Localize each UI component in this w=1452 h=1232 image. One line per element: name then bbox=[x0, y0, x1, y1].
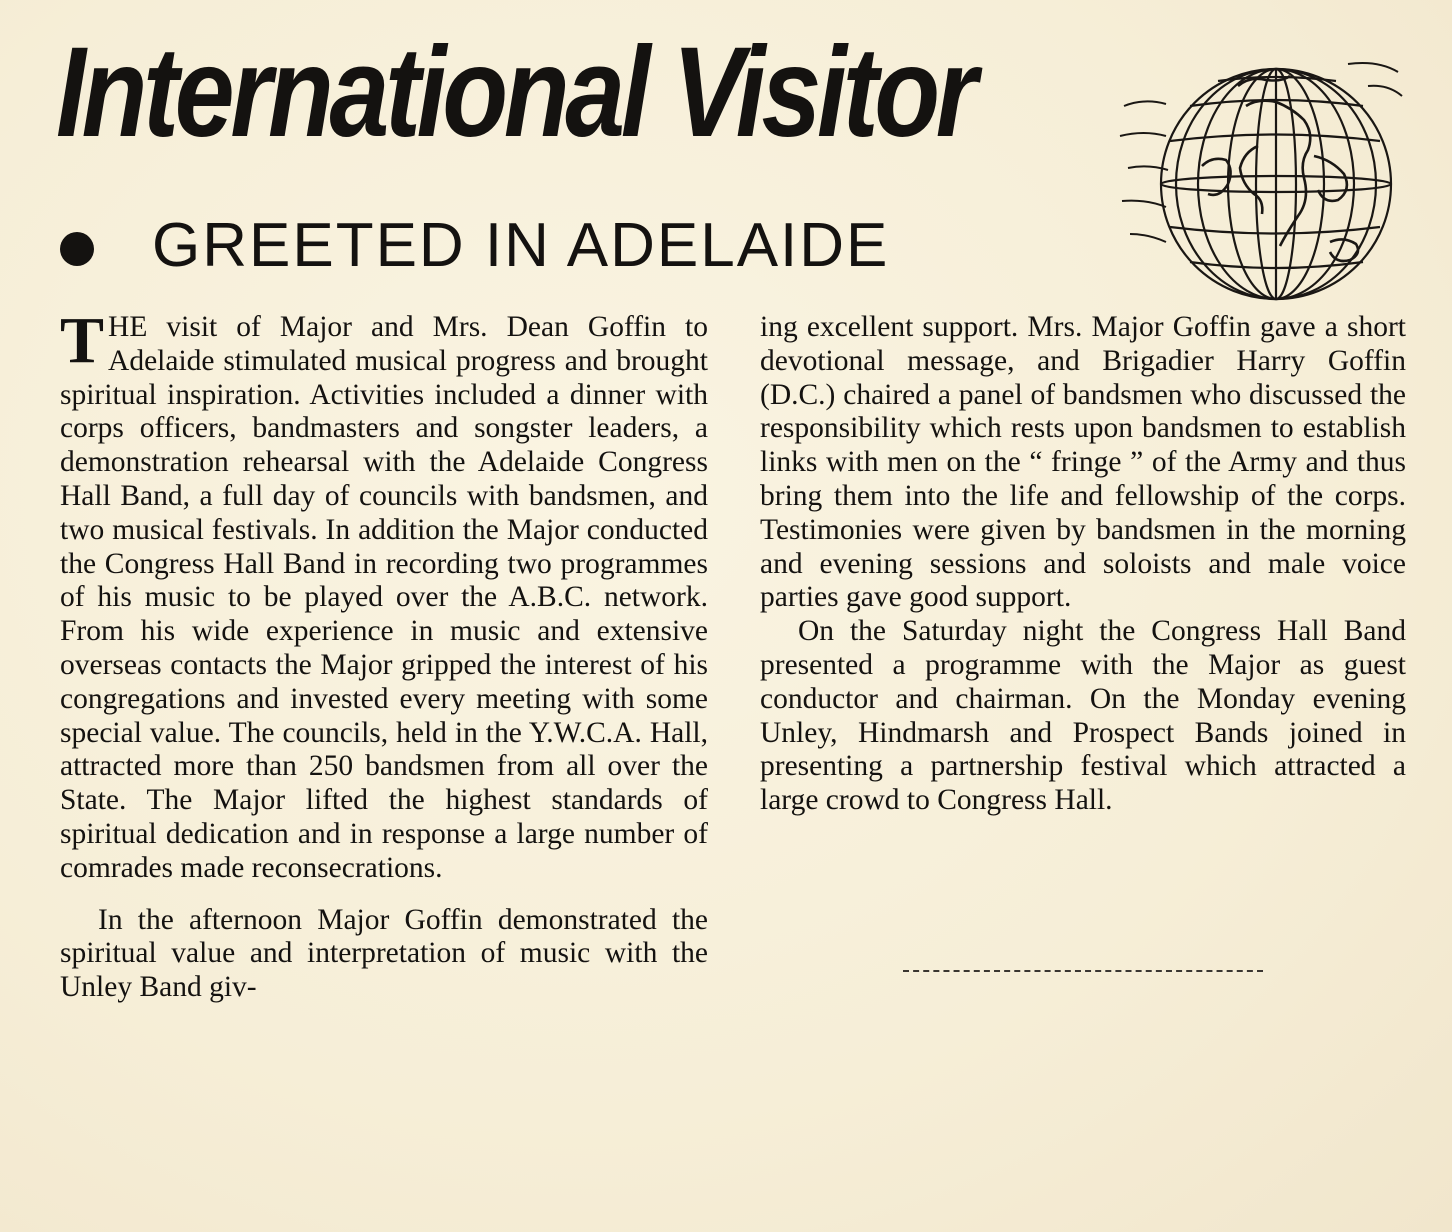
subheadline: GREETED IN ADELAIDE bbox=[152, 211, 890, 280]
bullet-icon bbox=[60, 232, 94, 266]
article-paragraph: ing excellent support. Mrs. Major Goffin gave a short devotional message, and Brigadier Harry Goffin (D.C.) chaired a panel of bandsmen who discussed the responsibility which rests upon bandsmen to establish links with men on the “ fringe ” of the Army and thus bring them into the life and fellowship of the corps. Testimonies were given by bandsmen in the morning and evening sessions and soloists and male voice parties gave good support. bbox=[760, 311, 1406, 614]
article-paragraph bbox=[60, 304, 708, 886]
article-paragraph: In the afternoon Major Goffin demonstrated the spiritual value and interpretation of music with the Unley Band giv- bbox=[60, 903, 708, 1004]
subheadline-row bbox=[60, 210, 889, 282]
end-rule bbox=[903, 970, 1263, 972]
drop-cap: T bbox=[60, 304, 105, 377]
headline: International Visitor bbox=[56, 21, 974, 164]
article-column-left bbox=[60, 304, 708, 1005]
article-paragraph: On the Saturday night the Congress Hall Band presented a programme with the Major as guest conductor and chairman. On the Monday evening Unley, Hindmarsh and Prospect Bands joined in presenting a partnership festival which attracted a large crowd to Congress Hall. bbox=[760, 615, 1406, 817]
article-column-right bbox=[760, 311, 1406, 818]
paragraph-text: HE visit of Major and Mrs. Dean Goffin to Adelaide stimulated musical progress and brought spiritual inspiration. Activities included a dinner with corps officers, bandmasters and songster leaders, a demonstration rehearsal with the Adelaide Congress Hall Band, a full day of councils with bandsmen, and two musical festivals. In addition the Major conducted the Congress Hall Band in recording two programmes of his music to be played over the A.B.C. network. From his wide experience in music and extensive overseas contacts the Major gripped the interest of his congregations and invested every meeting with some special value. The councils, held in the Y.W.C.A. Hall, attracted more than 250 bandsmen from all over the State. The Major lifted the highest standards of spiritual dedication and in response a large number of comrades made reconsecrations. bbox=[60, 311, 708, 884]
globe-icon bbox=[1118, 46, 1408, 302]
